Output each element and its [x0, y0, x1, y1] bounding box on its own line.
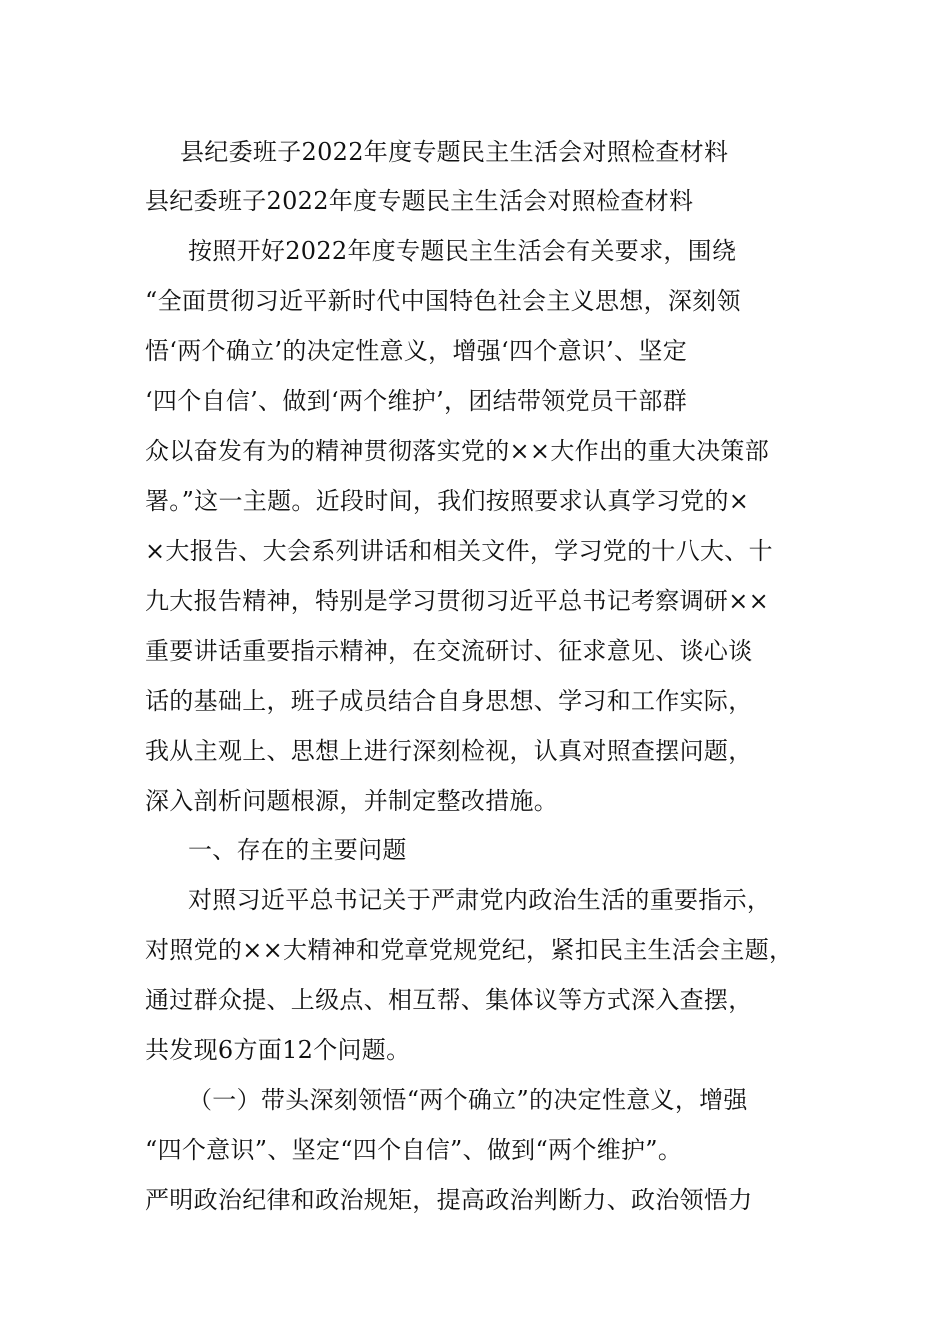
paragraph-line: 话的基础上，班子成员结合自身思想、学习和工作实际， [145, 687, 753, 715]
paragraph-line: 按照开好2022年度专题民主生活会有关要求，围绕 [188, 237, 737, 265]
paragraph-line: “全面贯彻习近平新时代中国特色社会主义思想，深刻领 [145, 287, 741, 315]
paragraph-line: 对照习近平总书记关于严肃党内政治生活的重要指示， [188, 886, 772, 914]
paragraph-line: 九大报告精神，特别是学习贯彻习近平总书记考察调研×× [145, 587, 770, 615]
paragraph-line: 署。”这一主题。近段时间，我们按照要求认真学习党的× [145, 487, 750, 515]
paragraph-line: ×大报告、大会系列讲话和相关文件，学习党的十八大、十 [145, 537, 773, 565]
paragraph-line: 对照党的××大精神和党章党规党纪，紧扣民主生活会主题， [145, 936, 794, 964]
paragraph-line: 众以奋发有为的精神贯彻落实党的××大作出的重大决策部 [145, 437, 770, 465]
paragraph-line: 我从主观上、思想上进行深刻检视，认真对照查摆问题， [145, 737, 753, 765]
paragraph-line: 悟‘两个确立’的决定性意义，增强‘四个意识’、坚定 [145, 337, 688, 365]
paragraph-line: 通过群众提、上级点、相互帮、集体议等方式深入查摆， [145, 986, 753, 1014]
paragraph-line: ‘四个自信’、做到‘两个维护’，团结带领党员干部群 [145, 387, 688, 415]
paragraph-line: 严明政治纪律和政治规矩，提高政治判断力、政治领悟力 [145, 1186, 753, 1214]
paragraph-line: “四个意识”、坚定“四个自信”、做到“两个维护”。 [145, 1136, 683, 1164]
section-heading: 一、存在的主要问题 [188, 836, 407, 864]
paragraph-line: 重要讲话重要指示精神，在交流研讨、征求意见、谈心谈 [145, 637, 753, 665]
paragraph-line: 共发现6方面12个问题。 [145, 1036, 411, 1064]
document-title: 县纪委班子2022年度专题民主生活会对照检查材料 [180, 138, 729, 166]
paragraph-line: 深入剖析问题根源，并制定整改措施。 [145, 787, 559, 815]
subsection-heading: （一）带头深刻领悟“两个确立”的决定性意义，增强 [188, 1086, 748, 1114]
document-title-repeat: 县纪委班子2022年度专题民主生活会对照检查材料 [145, 187, 694, 215]
